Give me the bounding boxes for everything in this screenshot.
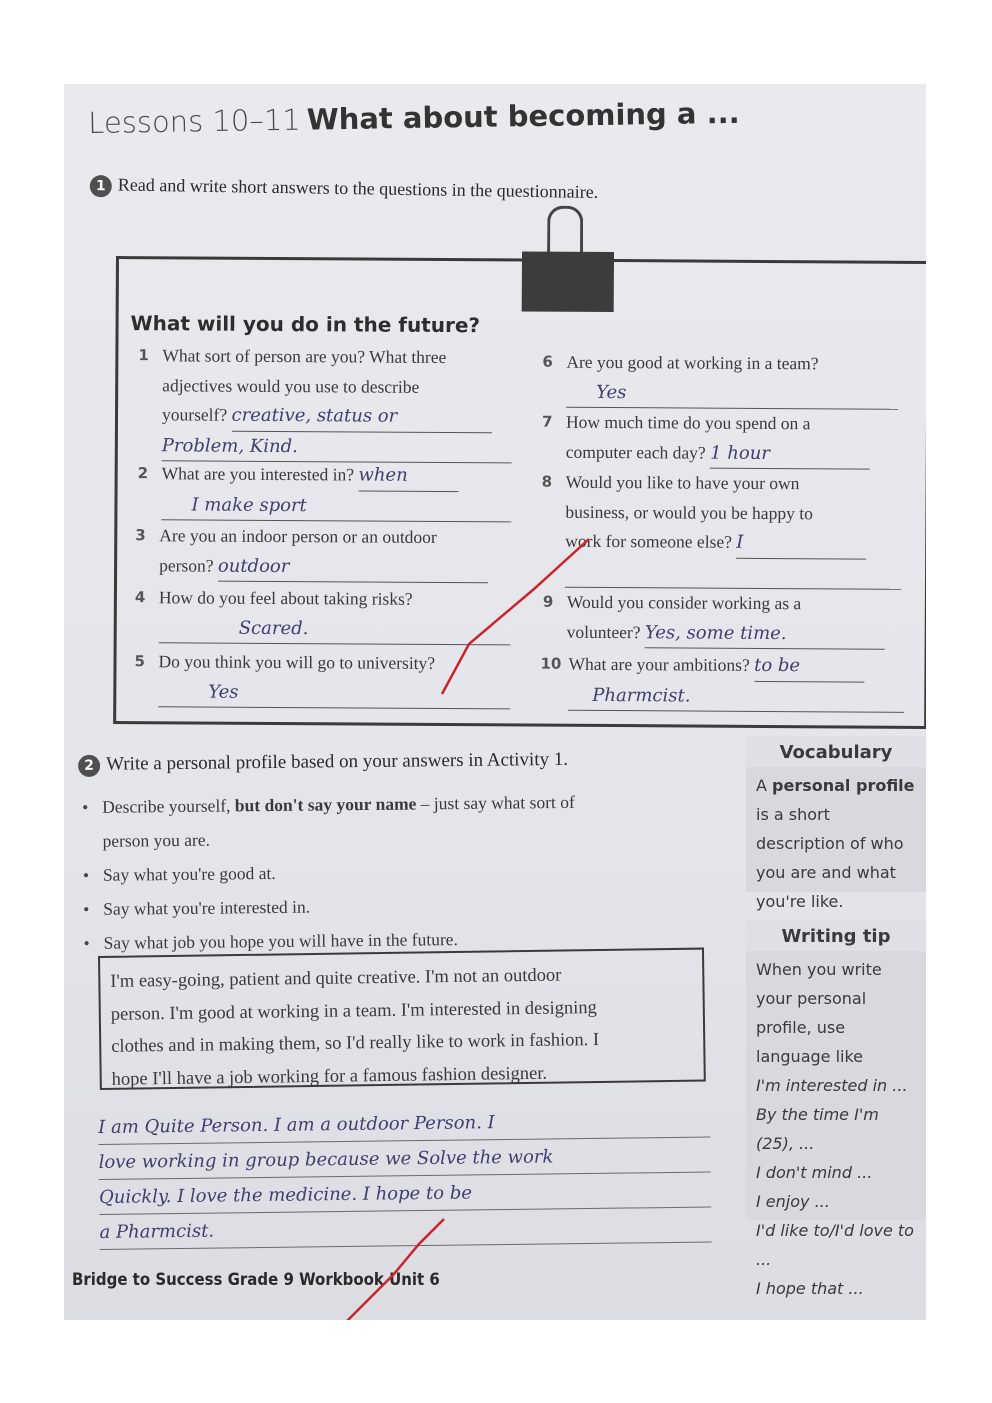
question-text: business, or would you be happy to [565,501,813,523]
question-text: computer each day? [565,441,706,463]
answer-field[interactable]: Yes [566,377,898,409]
workbook-page [64,84,926,1320]
model-line: clothes and in making them, so I'd really like to work in fashion. I [111,1030,600,1057]
answer-field[interactable]: when [358,460,458,491]
activity1-number: 1 [90,175,112,197]
question-number: 9 [542,592,554,611]
answer-line[interactable]: love working in group because we Solve the work [98,1138,710,1180]
answer-line[interactable]: I am Quite Person. I am a outdoor Person. I [98,1103,710,1145]
question-text: How much time do you spend on a [565,411,811,434]
question-text: Are you good at working in a team? [566,351,819,374]
question-text: Do you think you will go to university? [158,651,436,673]
question-text: What are you interested in? [161,463,355,485]
answer-field[interactable]: Problem, Kind. [162,431,512,463]
answer-field[interactable]: Pharmcist. [568,680,904,712]
tip-phrase: I'd like to/I'd love to ... [756,1221,914,1269]
question-text: Would you consider working as a [566,591,802,614]
footer-credit: Bridge to Success Grade 9 Workbook Unit 6 [72,1270,440,1290]
answer-field[interactable]: Yes, some time. [645,618,885,650]
activity2-number: 2 [78,755,100,777]
tip-phrase: I hope that ... [756,1279,864,1298]
question-text: Would you like to have your own [565,471,800,494]
check-mark-icon [346,1219,444,1320]
question-number: 10 [540,654,562,673]
question-text: person? [159,554,214,576]
answer-field[interactable]: I make sport [161,490,511,522]
question-number: 4 [134,588,146,607]
question-number: 1 [138,346,149,365]
questionnaire-title: What will you do in the future? [130,311,481,338]
question-number: 7 [541,412,553,431]
tip-phrase: I don't mind ... [756,1163,873,1182]
answer-field[interactable]: creative, status or [231,401,491,433]
question-text: adjectives would you use to describe [162,374,420,397]
writing-tip-intro: When you write your personal profile, use language like [756,960,882,1066]
answer-line[interactable]: Quickly. I love the medicine. I hope to be [99,1173,711,1215]
bullet-item: • Say what you're good at. [83,852,703,892]
bullet-item: • Say what you're interested in. [83,886,703,926]
question-number: 8 [541,472,553,491]
tip-phrase: I enjoy ... [756,1192,830,1211]
model-line: person. I'm good at working in a team. I'm interested in designing [110,997,597,1025]
tip-phrase: I'm interested in ... [756,1076,908,1095]
question-number: 2 [137,464,149,483]
tip-phrase: By the time I'm (25), ... [756,1105,879,1153]
writing-tip-heading: Writing tip [746,920,926,951]
check-marks [64,84,926,1320]
question-number: 3 [135,526,146,545]
lesson-title: What about becoming a ... [306,95,740,137]
answer-line[interactable]: a Pharmcist. [99,1208,711,1250]
check-mark-icon [442,539,589,694]
question-text: Are you an indoor person or an outdoor [159,525,437,547]
answer-field[interactable]: 1 hour [710,438,870,469]
answer-field[interactable]: to be [754,651,864,682]
question-text: How do you feel about taking risks? [158,587,413,609]
answer-field[interactable]: I [736,528,866,559]
model-line: hope I'll have a job working for a famous fashion designer. [111,1063,548,1090]
lessons-label: Lessons 10–11 [88,102,301,140]
bullet-item: • Say what job you hope you will have in the future. [83,920,703,960]
question-text: What are your ambitions? [568,653,750,675]
answer-field[interactable]: outdoor [218,551,488,583]
question-text: yourself? [161,404,228,425]
question-text: What sort of person are you? What three [162,345,447,368]
bullet-continuation: person you are. [102,829,211,851]
bullet-item: • Describe yourself, but don't say your name – just say what sort of [82,784,702,824]
question-text: work for someone else? [565,530,733,552]
vocabulary-heading: Vocabulary [746,736,926,767]
activity2-text: Write a personal profile based on your answers in Activity 1. [105,748,569,775]
activity1-text: Read and write short answers to the questions in the questionnaire. [117,174,599,202]
vocabulary-text: A personal profile is a short description of who you are and what you're like. [756,776,915,911]
question-number: 5 [134,652,146,671]
answer-field[interactable]: Yes [158,677,510,709]
question-number: 6 [542,352,553,371]
question-text: volunteer? [566,621,641,642]
model-line: I'm easy-going, patient and quite creative. I'm not an outdoor [110,965,562,992]
answer-field[interactable]: Scared. [159,613,511,645]
